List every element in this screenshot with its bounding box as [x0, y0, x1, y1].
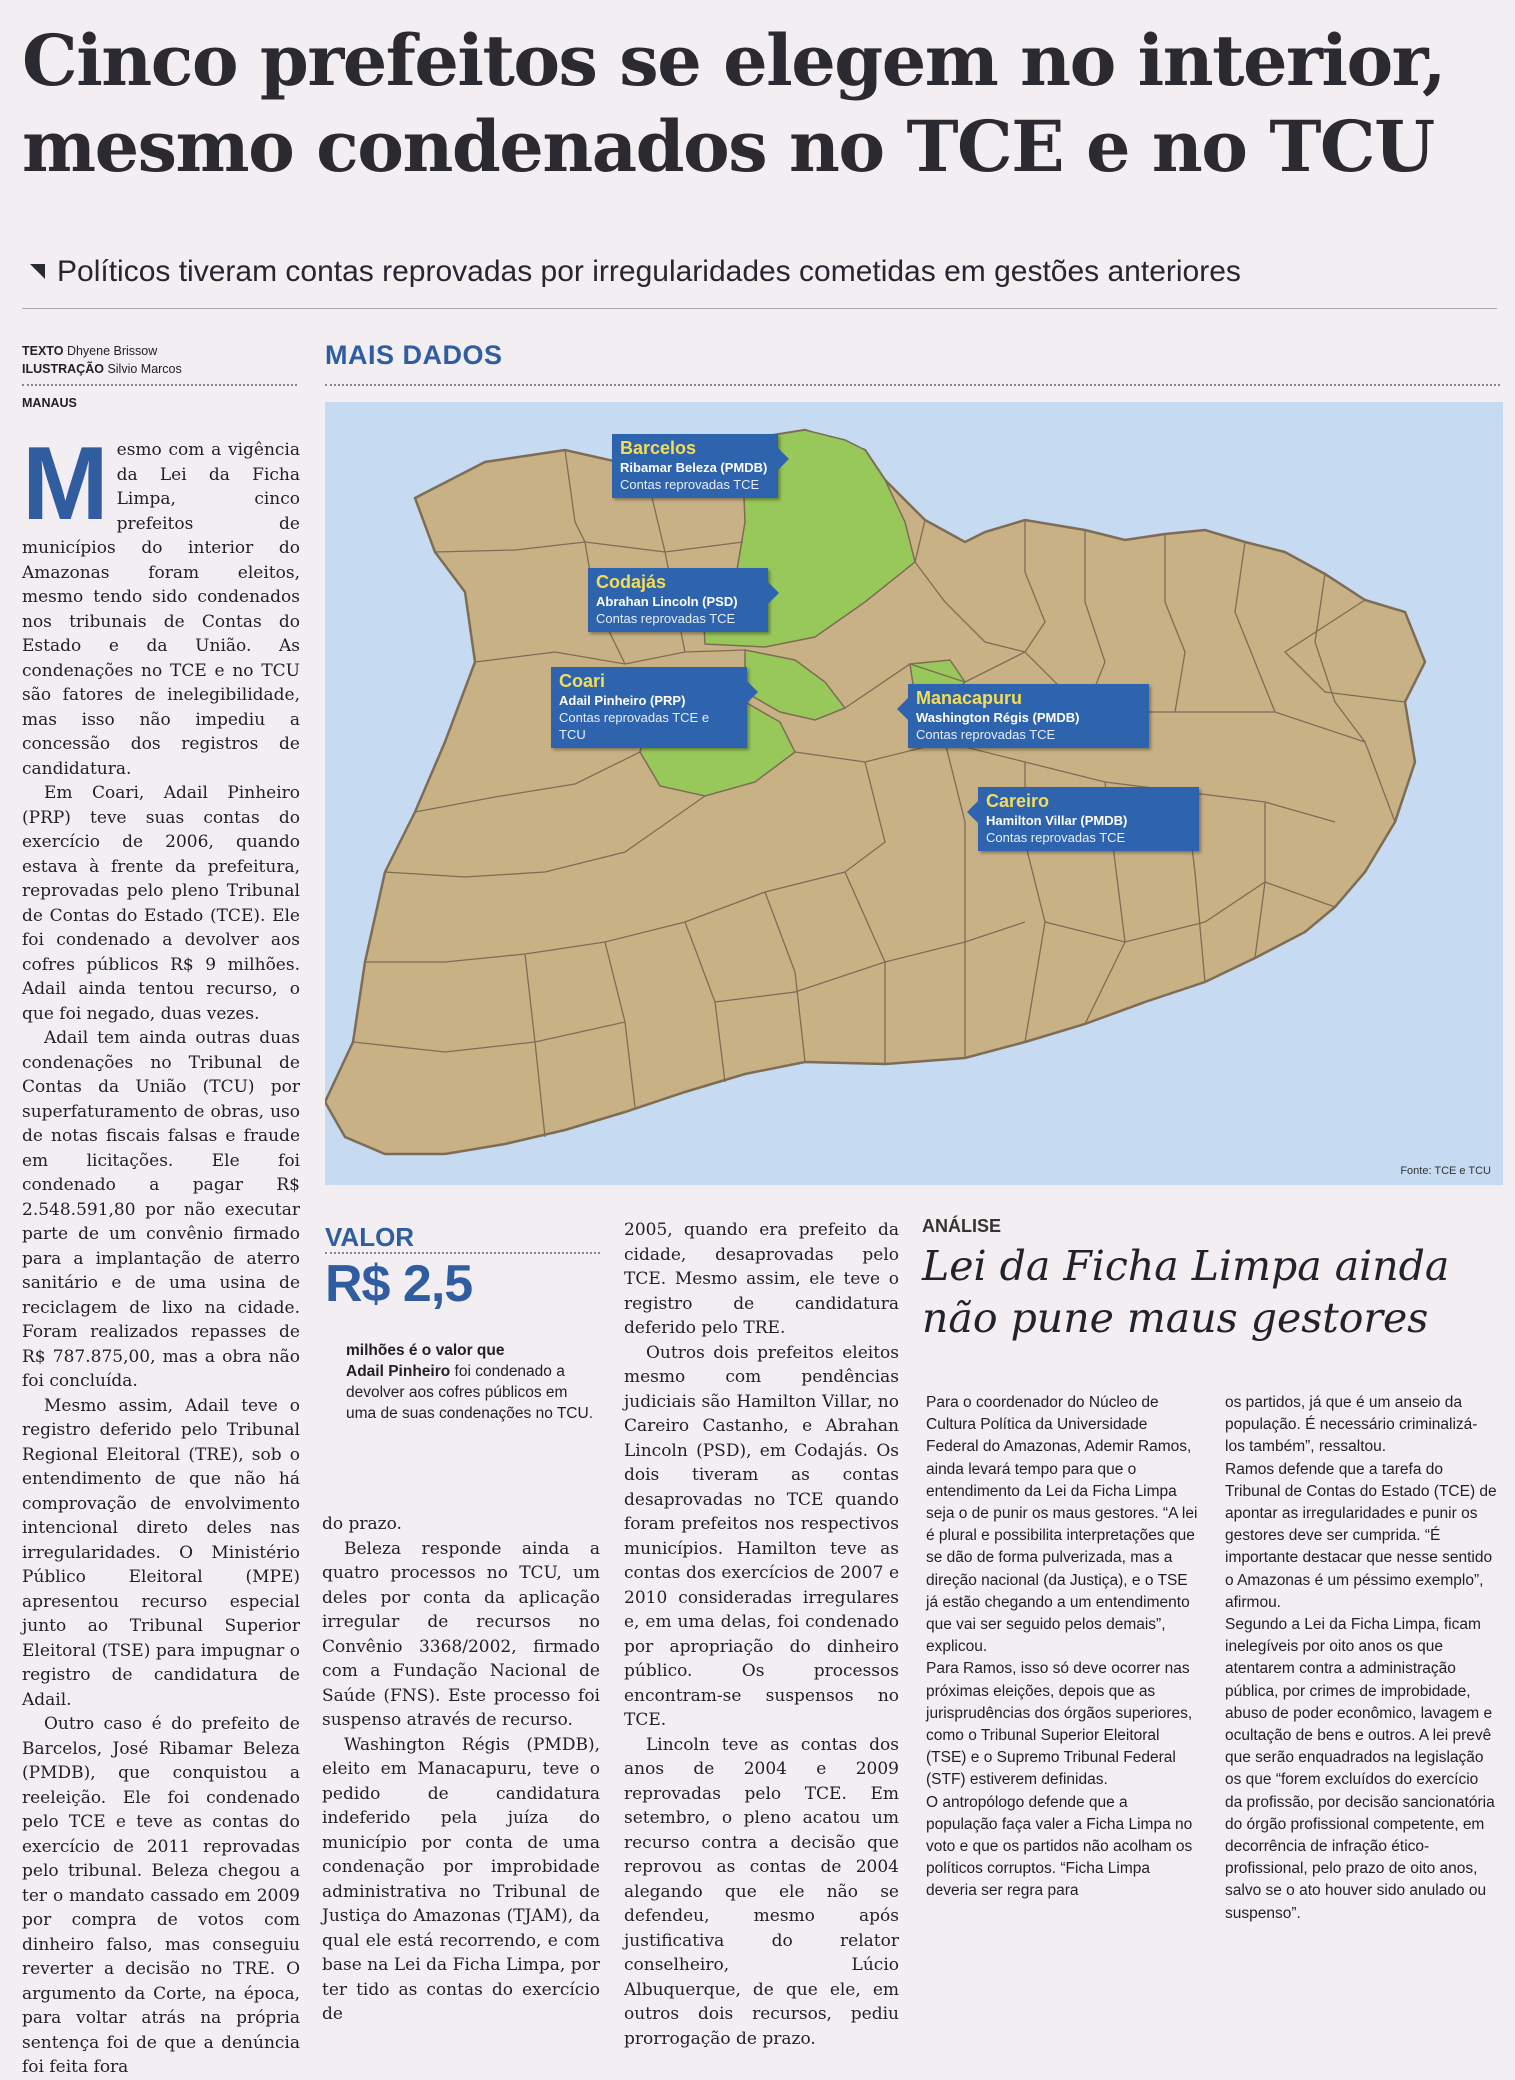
callout-careiro [978, 787, 1199, 851]
callout-pointer-icon [778, 448, 789, 470]
headline [22, 18, 1497, 190]
analise-paragraph: Para Ramos, isso só deve ocorrer nas próximas eleições, depois que as jurisprudências dos órgãos superiores, como o Tribunal Superior Eleitoral (TSE) e o Supremo Tribunal Federal (STF) estiverem definidas. [926, 1660, 1193, 1789]
headline-line-2: mesmo condenados no TCE e no TCU [22, 105, 1434, 188]
mais-dados-rule [325, 384, 1500, 386]
valor-rest: foi condenado a devolver aos cofres públicos em uma de suas condenações no TCU. [346, 1363, 594, 1422]
callout-status: Contas reprovadas TCE [596, 611, 736, 626]
mais-dados-label: MAIS DADOS [325, 340, 503, 370]
callout-municipio: Coari [559, 671, 606, 691]
callout-prefeito: Ribamar Beleza (PMDB) [620, 460, 768, 475]
callout-barcelos [612, 434, 778, 498]
map-panel [325, 402, 1503, 1185]
valor-label: VALOR [325, 1222, 415, 1252]
article-paragraph: Outros dois prefeitos eleitos mesmo com pendências judiciais são Hamilton Villar, no Careiro Castanho, e Abrahan Lincoln (PSD), em Codajás. Os dois tiveram as contas desaprovadas no TCE quando foram prefeitos nos respectivos municípios. Hamilton teve as contas dos exercícios de 2007 e 2010 consideradas irregulares e, em uma delas, foi condenado por apropriação do dinheiro público. Os processos encontram-se suspensos no TCE. [624, 1342, 899, 1730]
dateline: MANAUS [22, 396, 77, 410]
valor-name: Adail Pinheiro [346, 1363, 451, 1380]
callout-municipio: Codajás [596, 572, 667, 592]
credits [22, 342, 302, 378]
callout-pointer-icon [747, 681, 758, 703]
callout-pointer-icon [897, 698, 908, 720]
drop-cap: M [22, 426, 109, 542]
callout-status: Contas reprovadas TCE [620, 477, 760, 492]
callout-municipio: Careiro [986, 791, 1050, 811]
credit-illus-label: ILUSTRAÇÃO [22, 362, 104, 376]
article-paragraph: Em Coari, Adail Pinheiro (PRP) teve suas contas do exercício de 2006, quando estava à frente da prefeitura, reprovadas pelo pleno Tribunal de Contas do Estado (TCE). Ele foi condenado a devolver aos cofres públicos R$ 9 milhões. Adail ainda tentou recurso, o que foi negado, duas vezes. [22, 783, 300, 1024]
callout-pointer-icon [768, 582, 779, 604]
credit-text-author: Dhyene Brissow [66, 344, 158, 358]
article-paragraph: 2005, quando era prefeito da cidade, desaprovadas pelo TCE. Mesmo assim, ele teve o registro de candidatura deferido pelo TRE. [624, 1220, 899, 1338]
article-paragraph: Adail tem ainda outras duas condenações no Tribunal de Contas da União (TCU) por superfaturamento de obras, uso de notas fiscais falsas e fraude em licitações. Ele foi condenado a pagar R$ 2.548.591,80 por não executar parte de um convênio firmado para a implantação de aterro sanitário e de uma usina de reciclagem de lixo na cidade. Foram realizados repasses de R$ 787.875,00, mas a obra não foi concluída. [22, 1028, 300, 1391]
article-paragraph: Outro caso é do prefeito de Barcelos, José Ribamar Beleza (PMDB), que conquistou a reeleição. Ele foi condenado pelo TCE e teve as contas do exercício de 2011 reprovadas pelo tribunal. Beleza chegou a ter o mandato cassado em 2009 por compra de votos com dinheiro falso, mas conseguiu reverter a decisão no TRE. O argumento da Corte, na época, para voltar atrás na própria sentença foi de que a denúncia foi feita fora [22, 1714, 300, 2077]
triangle-bullet-icon [30, 264, 45, 279]
callout-municipio: Barcelos [620, 438, 697, 458]
callout-prefeito: Adail Pinheiro (PRP) [559, 693, 686, 708]
analise-paragraph: Para o coordenador do Núcleo de Cultura Política da Universidade Federal do Amazonas, Ademir Ramos, ainda levará tempo para que o entendimento da Lei da Ficha Limpa seja o de punir os maus gestores. “A lei é plural e possibilita interpretações que se dão de forma pulverizada, mas a direção nacional (da Justiça), e o TSE já estão chegando a um entendimento que vai ser seguido pelos demais”, explicou. [926, 1394, 1198, 1656]
analise-column-2 [1225, 1392, 1497, 1925]
callout-coari [551, 667, 747, 748]
headline-line-1: Cinco prefeitos se elegem no interior, [22, 19, 1445, 102]
article-column-2 [322, 1512, 600, 2027]
amazonas-map [325, 402, 1503, 1185]
subheadline-text: Políticos tiveram contas reprovadas por irregularidades cometidas em gestões anteriores [57, 255, 1241, 288]
credits-divider [22, 384, 297, 386]
article-paragraph: Lincoln teve as contas dos anos de 2004 e 2009 reprovadas pelo TCE. Em setembro, o pleno acatou um recurso contra a decisão que reprovou as contas de 2004 alegando que ele não se defendeu, mesmo após justificativa do relator conselheiro, Lúcio Albuquerque, de que ele, em outros dois recursos, pediu prorrogação de prazo. [624, 1734, 899, 2049]
valor-amount: R$ 2,5 [325, 1255, 473, 1313]
article-paragraph: Washington Régis (PMDB), eleito em Manacapuru, teve o pedido de candidatura indeferido pela juíza do município por conta de uma condenação por improbidade administrativa no Tribunal de Justiça do Amazonas (TJAM), da qual ele está recorrendo, e com base na Lei da Ficha Limpa, por ter tido as contas do exercício de [322, 1734, 600, 2024]
callout-status: Contas reprovadas TCE [916, 727, 1056, 742]
map-source: Fonte: TCE e TCU [1400, 1165, 1491, 1177]
analise-label: ANÁLISE [922, 1216, 1002, 1236]
credit-text-label: TEXTO [22, 344, 64, 358]
callout-status: Contas reprovadas TCE e TCU [559, 710, 710, 742]
article-column-1 [22, 426, 300, 2080]
callout-status: Contas reprovadas TCE [986, 830, 1126, 845]
article-paragraph: Beleza responde ainda a quatro processos no TCU, um deles por conta da aplicação irregular de recursos no Convênio 3368/2002, firmado com a Fundação Nacional de Saúde (FNS). Este processo foi suspenso através de recurso. [322, 1538, 600, 1730]
article-paragraph [22, 426, 300, 781]
valor-description [346, 1340, 596, 1424]
article-column-3 [624, 1218, 899, 2051]
article-paragraph-text: esmo com a vigência da Lei da Ficha Limpa, cinco prefeitos de municípios do interior do Amazonas foram eleitos, mesmo tendo sido condenados nos tribunais de Contas do Estado e da União. As condenações no TCE e no TCU são fatores de inelegibilidade, mas isso não impediu a concessão dos registros de candidatura. [22, 440, 300, 779]
article-paragraph: Mesmo assim, Adail teve o registro deferido pelo Tribunal Regional Eleitoral (TRE), sob o entendimento de que não há comprovação de envolvimento intencional direto deles nas irregularidades. O Ministério Público Eleitoral (MPE) apresentou recurso especial junto ao Tribunal Superior Eleitoral (TSE) para impugnar o registro de candidatura de Adail. [22, 1395, 300, 1710]
callout-manacapuru [908, 684, 1149, 748]
callout-pointer-icon [967, 801, 978, 823]
credit-illus-author: Silvio Marcos [107, 362, 182, 376]
callout-prefeito: Abrahan Lincoln (PSD) [596, 594, 738, 609]
header-rule [22, 308, 1497, 309]
analise-paragraph: Ramos defende que a tarefa do Tribunal de Contas do Estado (TCE) de apontar as irregularidades e punir os gestores deve ser cumprida. “É importante destacar que nesse sentido o Amazonas é um péssimo exemplo”, afirmou. [1225, 1460, 1497, 1611]
callout-prefeito: Washington Régis (PMDB) [916, 710, 1080, 725]
analise-column-1 [926, 1392, 1198, 1903]
callout-codajas [588, 568, 768, 632]
analise-paragraph: os partidos, já que é um anseio da população. É necessário criminalizá-los também”, ressaltou. [1225, 1394, 1478, 1456]
article-paragraph: do prazo. [322, 1514, 402, 1534]
analise-paragraph: O antropólogo defende que a população faça valer a Ficha Limpa no voto e que os partidos não acolham os políticos corruptos. “Ficha Limpa deveria ser regra para [926, 1793, 1193, 1900]
analise-paragraph: Segundo a Lei da Ficha Limpa, ficam inelegíveis por oito anos os que atentarem contra a administração pública, por crimes de improbidade, abuso de poder econômico, lavagem e ocultação de bens e outros. A lei prevê que serão enquadrados na legislação os que “forem excluídos do exercício da profissão, por decisão sancionatória do órgão profissional competente, em decorrência de infração ético-profissional, pelo prazo de oito anos, salvo se o ato houver sido anulado ou suspenso”. [1225, 1616, 1495, 1922]
callout-municipio: Manacapuru [916, 688, 1023, 708]
callout-prefeito: Hamilton Villar (PMDB) [986, 813, 1128, 828]
analise-title: Lei da Ficha Limpa ainda não pune maus gestores [922, 1242, 1450, 1342]
valor-unit: milhões é o valor que [346, 1342, 505, 1359]
subheadline [30, 255, 1490, 289]
